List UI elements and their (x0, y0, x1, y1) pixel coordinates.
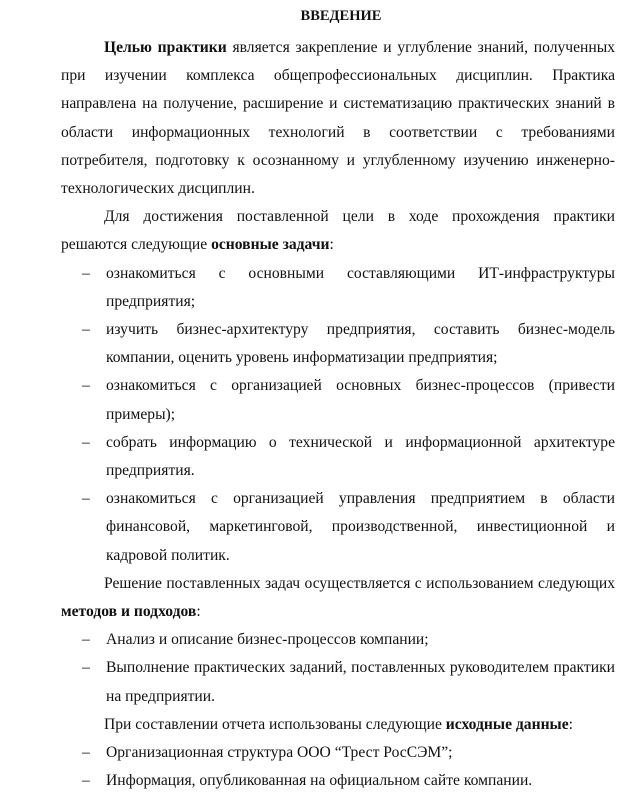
list-item-text: ознакомиться с организацией основных бизнес-процессов (привести примеры); (106, 377, 615, 423)
sources-lead-bold: исходные данные (445, 715, 569, 733)
tasks-lead-bold: основные задачи (211, 236, 330, 254)
sources-lead-end: : (568, 715, 573, 733)
list-item (60, 316, 615, 372)
dash-marker: – (82, 490, 90, 508)
list-item (60, 767, 615, 795)
intro-paragraph (61, 34, 615, 203)
list-item (60, 739, 615, 767)
tasks-list (61, 260, 615, 570)
dash-marker: – (82, 631, 90, 649)
methods-list (61, 626, 615, 711)
methods-lead-text: Решение поставленных задач осуществляется с использованием следующих (104, 574, 615, 592)
dash-marker: – (82, 321, 90, 339)
section-title: ВВЕДЕНИЕ (300, 8, 382, 24)
sources-lead-paragraph (61, 711, 615, 739)
intro-bold: Целью практики (104, 39, 227, 56)
sources-lead-text: При составлении отчета использованы следующие (104, 715, 446, 733)
list-item-text: Организационная структура ООО “Трест РосСЭМ”; (106, 744, 453, 762)
dash-marker: – (82, 772, 90, 790)
methods-lead-end: : (196, 603, 201, 621)
list-item-text: Выполнение практических заданий, поставленных руководителем практики на предприятии. (106, 659, 615, 705)
sources-list (61, 739, 615, 795)
list-item-text: ознакомиться с организацией управления предприятием в области финансовой, маркетинговой, производственной, инвестиционной и кадровой политик. (106, 490, 615, 564)
tasks-lead-paragraph (61, 203, 615, 259)
tasks-lead-end: : (329, 236, 334, 254)
list-item (60, 485, 615, 570)
methods-lead-paragraph (61, 570, 615, 626)
list-item-text: собрать информацию о технической и информационной архитектуре предприятия. (106, 433, 615, 480)
dash-marker: – (82, 377, 90, 395)
dash-marker: – (82, 433, 90, 451)
list-item (60, 626, 615, 654)
list-item (60, 260, 615, 316)
list-item (60, 654, 615, 710)
list-item-text: ознакомиться с основными составляющими ИТ-инфраструктуры предприятия; (106, 264, 615, 310)
dash-marker: – (82, 264, 90, 282)
list-item-text: изучить бизнес-архитектуру предприятия, составить бизнес-модель компании, оценить уровень информатизации предприятия; (106, 321, 615, 367)
methods-lead-bold: методов и подходов (61, 603, 197, 621)
dash-marker: – (82, 659, 90, 677)
intro-text: является закрепление и углубление знаний, полученных при изучении комплекса общепрофессиональных дисциплин. Практика направлена на получение, расширение и систематизацию практических знаний в области информационных технологий в соответствии с требованиями потребителя, подготовку к осознанному и углубленному изучению инженерно-технологических дисциплин. (61, 39, 616, 198)
list-item (60, 429, 615, 485)
list-item (60, 372, 615, 428)
dash-marker: – (82, 744, 90, 762)
list-item-text: Анализ и описание бизнес-процессов компании; (106, 631, 429, 649)
tasks-lead-text: Для достижения поставленной цели в ходе прохождения практики решаются следующие (61, 208, 615, 254)
list-item-text: Информация, опубликованная на официальном сайте компании. (106, 772, 533, 790)
